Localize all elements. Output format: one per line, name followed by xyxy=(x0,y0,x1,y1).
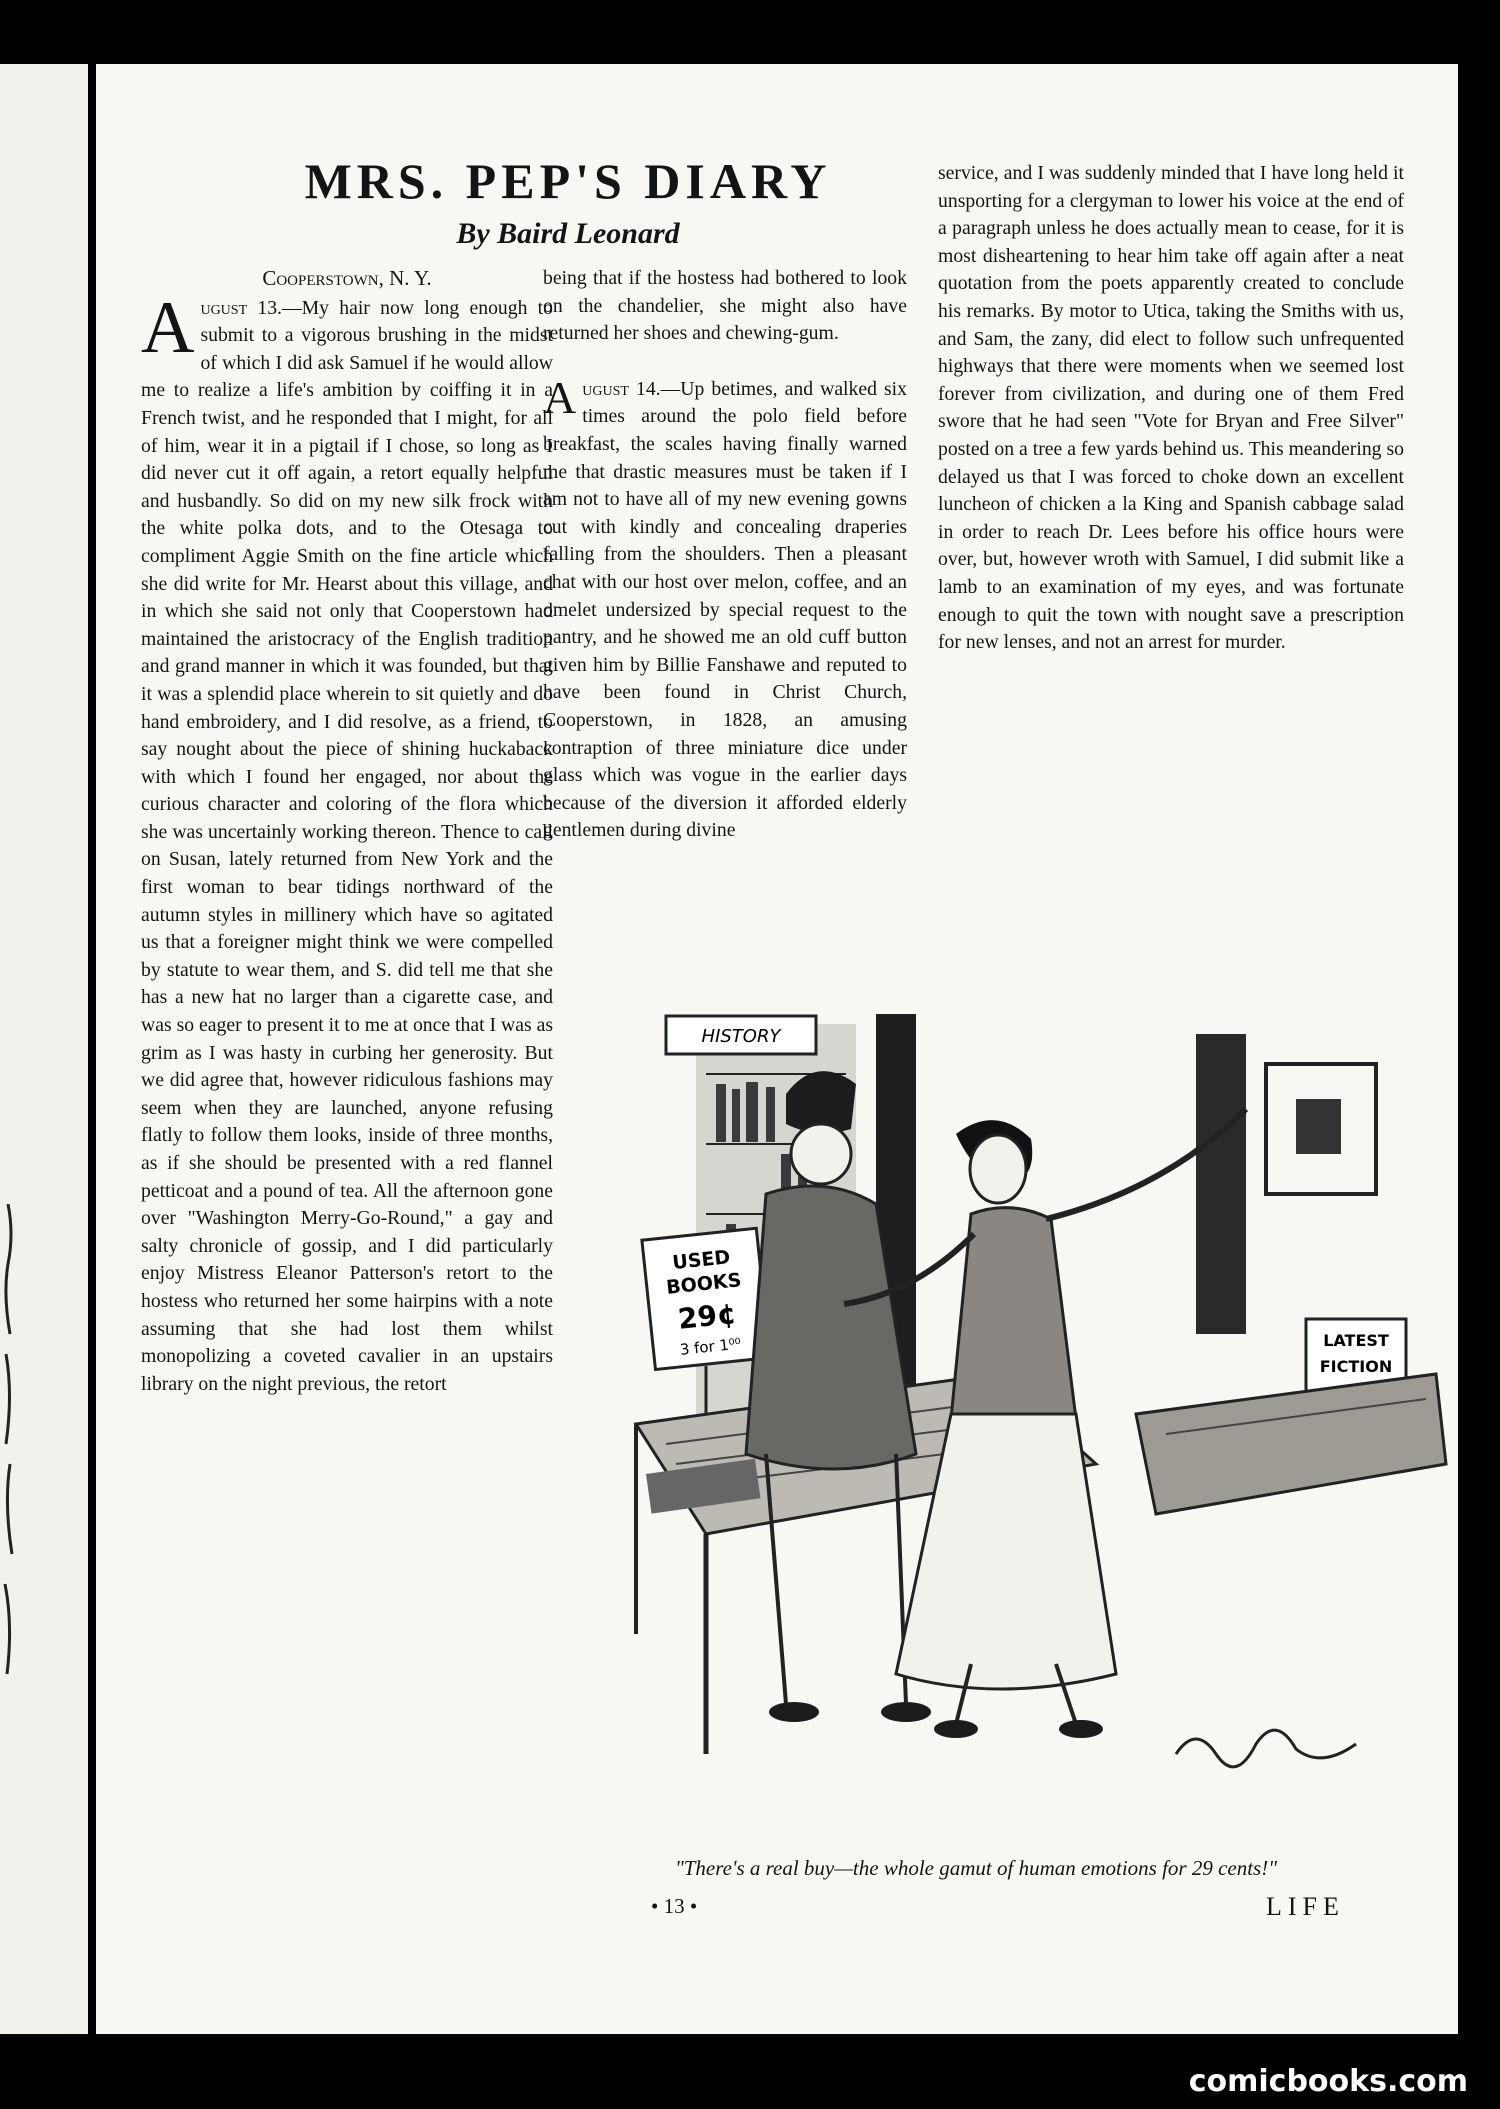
facing-page-edge xyxy=(0,64,88,2034)
entry-august-13: 13.—My hair now long enough to submit to a vigorous brushing in the midst of which I did ask Samuel if he would allow me to realize a life's ambition by coiffing it in a French twist, and he responded that I might, for all of him, wear it in a pigtail if I chose, so long as I did never cut it off again, a retort equally helpful and husbandly. So did on my new silk frock with the white polka dots, and to the Otesaga to compliment Aggie Smith on the fine article which she did write for Mr. Hearst about this village, and in which she said not only that Cooperstown had maintained the aristocracy of the English tradition and grand manner in which it was founded, but that it was a splendid place wherein to sit quietly and do hand embroidery, and I did resolve, as a friend, to say nought about the piece of shining huckaback with which I found her engaged, nor about the curious character and coloring of the flora which she was uncertainly working thereon. Thence to call on Susan, lately returned from New York and the first woman to bear tidings northward of the autumn styles in millinery which have so agitated us that a foreigner might think we were compelled by statute to wear them, and S. did tell me that she has a new hat no larger than a cigarette case, and was so eager to present it to me at once that I was as grim as I was hasty in curbing her generosity. But we did agree that, however ridiculous fashions may seem when they are launched, anyone refusing flatly to follow them looks, inside of three months, as if she should be presented with a red flannel petticoat and a pound of tea. All the afternoon gone over "Washington Merry-Go-Round," a gay and salty chronicle of gossip, and I did particularly enjoy Mistress Eleanor Patterson's retort to the hostess who returned her some hairpins with a note assuming that she had lost them whilst monopolizing a coveted cavalier in an upstairs library on the night previous, the retort xyxy=(141,296,553,1395)
entry-lead: ugust xyxy=(200,296,248,319)
column-1 xyxy=(141,265,553,1398)
used-sign-deal: 3 for 1⁰⁰ xyxy=(678,1334,742,1359)
latest-sign-line1: LATEST xyxy=(1323,1331,1389,1350)
latest-sign-line2: FICTION xyxy=(1319,1357,1393,1376)
magazine-name: LIFE xyxy=(1266,1892,1345,1921)
history-sign: HISTORY xyxy=(701,1026,781,1047)
drop-cap: A xyxy=(141,286,195,369)
entry-continuation: being that if the hostess had bothered to look on the chandelier, she might also have returned her shoes and chewing-gum. xyxy=(543,267,907,345)
drop-cap: A xyxy=(543,371,577,423)
cartoon-illustration xyxy=(576,994,1456,1834)
column-3 xyxy=(938,160,1404,657)
magazine-page xyxy=(96,64,1458,2034)
column-2 xyxy=(543,265,907,845)
site-watermark: comicbooks.com xyxy=(1188,2064,1468,2099)
page-number: • 13 • xyxy=(651,1894,698,1918)
entry-lead: ugust xyxy=(582,377,629,400)
cartoon-caption: "There's a real buy—the whole gamut of human emotions for 29 cents!" xyxy=(674,1856,1278,1880)
facing-page-marks xyxy=(2,1204,16,1684)
entry-august-14: 14.—Up betimes, and walked six times around the polo field before breakfast, the scales having finally warned me that drastic measures must be taken if I am not to have all of my new evening gowns cut with kindly and concealing draperies falling from the shoulders. Then a pleasant chat with our host over melon, coffee, and an omelet undersized by special request to the pantry, and he showed me an old cuff button given him by Billie Fanshawe and reputed to have been found in Christ Church, Cooperstown, in 1828, an amusing contraption of three miniature dice under glass which was vogue in the earlier days because of the diversion it afforded elderly gentlemen during divine xyxy=(543,377,907,842)
entry-continuation-2: service, and I was suddenly minded that I have long held it unsporting for a clergyman to lower his voice at the end of a paragraph unless he does actually mean to cease, for it is most disheartening to hear him take off again after a neat quotation from the poets apparently created to conclude his remarks. By motor to Utica, taking the Smiths with us, and Sam, the zany, did elect to follow such unfrequented highways that there were moments when we seemed lost forever from civilization, and during one of them Fred swore that he had seen "Vote for Bryan and Free Silver" posted on a tree a few yards behind us. This meandering so delayed us that I was forced to choke down an excellent luncheon of chicken a la King and Spanish cabbage salad in order to reach Dr. Lees before his office hours were over, but, however wroth with Samuel, I did submit like a lamb to an examination of my eyes, and was fortunate enough to quit the town with nought save a prescription for new lenses, and not an arrest for murder. xyxy=(938,162,1404,654)
used-sign-line1: USED xyxy=(671,1246,732,1275)
dateline: Cooperstown, N. Y. xyxy=(262,266,432,290)
used-sign-line2: BOOKS xyxy=(665,1269,743,1299)
article-byline: By Baird Leonard xyxy=(456,217,680,250)
used-sign-price: 29¢ xyxy=(676,1296,738,1336)
artist-signature: Perry Barlow xyxy=(1262,1794,1270,1795)
article-title: MRS. PEP'S DIARY xyxy=(304,153,832,209)
